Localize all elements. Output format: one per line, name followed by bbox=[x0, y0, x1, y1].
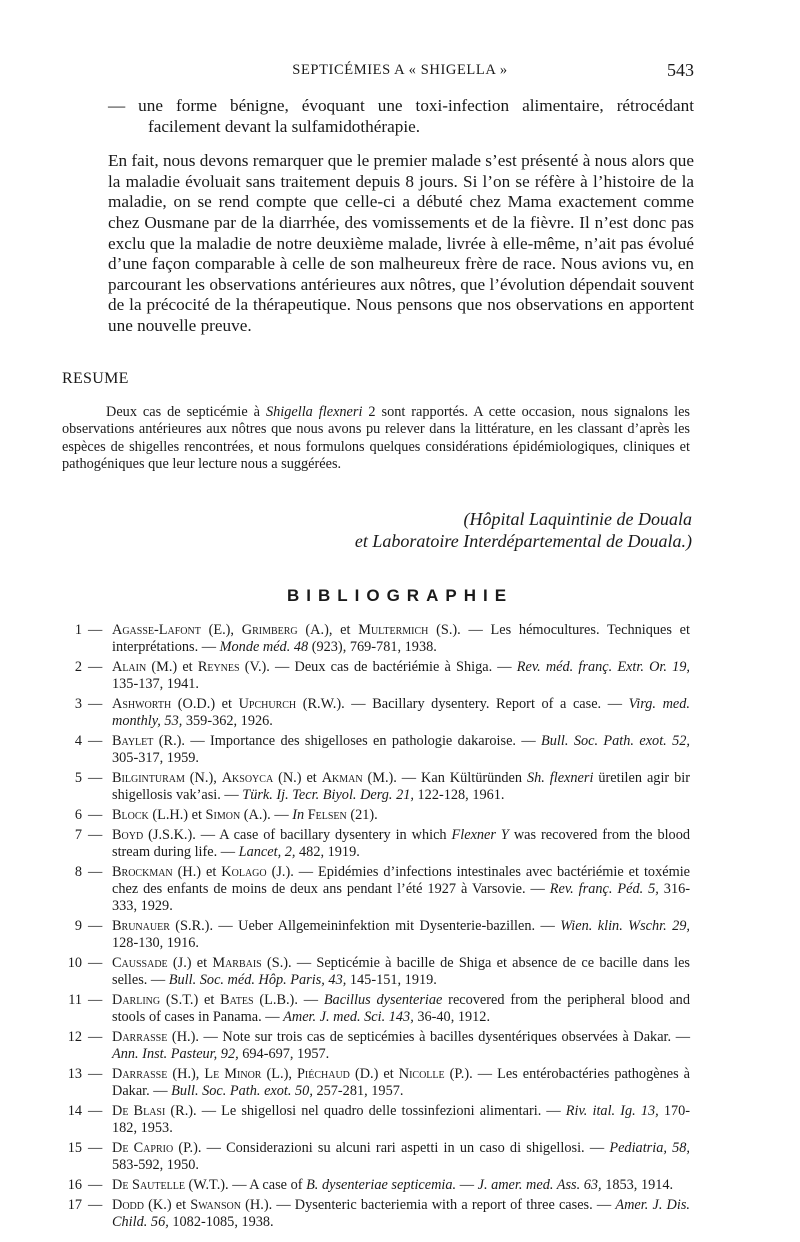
author-name: Darrasse bbox=[112, 1029, 168, 1045]
resume-text-start: Deux cas de septicémie à bbox=[106, 404, 266, 420]
citation-text: (R.W.). — Bacillary dysentery. Report of a case. — bbox=[296, 696, 629, 712]
citation-text: (M.). — Kan Kültüründen bbox=[362, 770, 527, 786]
author-name: Ashworth bbox=[112, 696, 172, 712]
citation-text: (923), 769-781, 1938. bbox=[308, 639, 437, 656]
author-name: Bates bbox=[220, 992, 254, 1008]
author-name: Marbais bbox=[212, 955, 262, 971]
page-number: 543 bbox=[667, 60, 694, 80]
citation-italic: Sh. flexneri bbox=[526, 770, 594, 786]
citation-text: (A.), et bbox=[297, 622, 359, 638]
author-name: Darling bbox=[112, 992, 161, 1008]
reference-item bbox=[60, 1029, 690, 1063]
reference-text bbox=[112, 955, 690, 988]
author-name: Piéchaud bbox=[296, 1066, 350, 1082]
reference-text bbox=[112, 918, 690, 951]
citation-text: (A.). — bbox=[240, 807, 293, 823]
reference-item bbox=[60, 622, 690, 656]
reference-dash: — bbox=[88, 733, 103, 749]
reference-dash: — bbox=[88, 826, 103, 843]
reference-text bbox=[112, 733, 690, 766]
citation-text: was recovered from the blood stream during life. — bbox=[112, 826, 691, 860]
citation-text: (R.). — Importance des shigelloses en pathologie dakaroise. — bbox=[153, 733, 542, 749]
citation-text: 482, 1919. bbox=[295, 844, 360, 860]
reference-number: 14 bbox=[67, 1103, 82, 1119]
resume-text bbox=[62, 404, 690, 474]
citation-text: (H.). — Note sur trois cas de septicémies à bacilles dysentériques observées à Dakar. — bbox=[167, 1029, 690, 1045]
reference-number: 11 bbox=[68, 992, 82, 1008]
author-name: Le Minor bbox=[204, 1066, 262, 1082]
reference-number: 5 bbox=[74, 770, 82, 786]
citation-italic: Lancet, 2, bbox=[238, 844, 296, 860]
citation-italic: Monde méd. 48 bbox=[219, 639, 309, 656]
author-name: Block bbox=[112, 807, 149, 823]
reference-number: 6 bbox=[74, 807, 82, 823]
citation-text: üretilen agir bir shigellosis vak’asi. — bbox=[112, 770, 690, 804]
citation-text: (S.). — Septicémie à bacille de Shiga et absence de ce bacille dans les selles. — bbox=[112, 955, 690, 989]
citation-text: (H.), bbox=[167, 1066, 205, 1082]
author-name: Upchurch bbox=[238, 696, 297, 712]
reference-number: 2 bbox=[74, 659, 82, 675]
citation-text: (W.T.). — A case of bbox=[184, 1177, 307, 1193]
author-name: Akman bbox=[321, 770, 363, 786]
citation-text: 122-128, 1961. bbox=[413, 787, 505, 804]
citation-text: (R.). — Le shigellosi nel quadro delle tossinfezioni alimentari. — bbox=[165, 1103, 566, 1119]
citation-text: (H.) et bbox=[172, 863, 222, 880]
citation-italic: Wien. klin. Wschr. 29, bbox=[560, 918, 690, 934]
citation-italic: Riv. ital. Ig. 13, bbox=[565, 1103, 659, 1119]
reference-dash: — bbox=[88, 1066, 103, 1082]
reference-number: 9 bbox=[74, 918, 82, 934]
citation-italic: J. amer. med. Ass. 63, bbox=[477, 1177, 602, 1193]
citation-text: (J.) et bbox=[167, 955, 213, 971]
paragraph-discussion: En fait, nous devons remarquer que le premier malade s’est présenté à nous alors que la maladie évoluait sans traitement depuis 8 jours. Si l’on se réfère à l’histoire de la maladie, on se rend compte que celle-ci a débuté chez Mama exactement comme chez Ousmane par de la diarrhée, des vomissements et de la fièvre. Il n’est donc pas exclu que la maladie de notre deuxième malade, livrée à elle-même, n’ait pas évolué d’une façon comparable à celle de son malheureux frère de race. Nous avions vu, en parcourant les observations antérieures aux nôtres, que l’évolution dépendait souvent de la précocité de la thérapeutique. Nous pensons que nos observations en apportent une nouvelle preuve. bbox=[108, 151, 694, 335]
author-name: De Sautelle bbox=[112, 1177, 185, 1193]
reference-text bbox=[112, 622, 690, 655]
citation-text: (D.) et bbox=[349, 1066, 399, 1082]
citation-text: 128-130, 1916. bbox=[112, 935, 199, 952]
author-name: Reynes bbox=[197, 659, 240, 675]
author-name: Simon bbox=[205, 807, 241, 823]
paragraph-evolution-form: — une forme bénigne, évoquant une toxi-infection alimentaire, rétrocédant facilement devant la sulfamidothérapie. bbox=[108, 96, 694, 136]
citation-text: (J.). — Epidémies d’infections intestinales avec bactériémie et toxémie chez des enfants de moins de deux ans pendant l’été 1927 à Varsovie. — bbox=[112, 863, 691, 897]
citation-text: (E.), bbox=[200, 622, 242, 638]
reference-dash: — bbox=[88, 1140, 103, 1156]
author-name: Multermich bbox=[358, 622, 429, 638]
reference-number: 17 bbox=[67, 1196, 82, 1213]
body-text bbox=[108, 96, 694, 337]
citation-italic: Rev. franç. Péd. 5, bbox=[549, 881, 659, 897]
reference-item bbox=[60, 1103, 690, 1137]
author-name: Boyd bbox=[112, 826, 144, 843]
citation-italic: Bacillus dysenteriae bbox=[323, 992, 443, 1008]
citation-italic: In bbox=[292, 807, 305, 823]
author-name: Swanson bbox=[190, 1196, 241, 1213]
citation-text: — bbox=[456, 1177, 478, 1193]
reference-item bbox=[60, 1197, 690, 1231]
reference-item bbox=[60, 918, 690, 952]
reference-text bbox=[112, 807, 378, 823]
reference-number: 3 bbox=[74, 696, 82, 712]
citation-italic: Amer. J. Dis. Child. 56, bbox=[112, 1196, 690, 1230]
reference-number: 13 bbox=[67, 1066, 82, 1082]
reference-dash: — bbox=[88, 770, 103, 786]
citation-text: (S.R.). — Ueber Allgemeininfektion mit Dysenterie-bazillen. — bbox=[169, 918, 561, 934]
citation-text: (H.). — Dysenteric bacteriemia with a report of three cases. — bbox=[240, 1196, 616, 1213]
citation-text: 694-697, 1957. bbox=[238, 1046, 330, 1063]
author-name: Darrasse bbox=[112, 1066, 168, 1082]
reference-number: 10 bbox=[67, 955, 82, 971]
reference-text bbox=[112, 1103, 690, 1136]
reference-text bbox=[112, 1029, 690, 1062]
citation-text: 135-137, 1941. bbox=[112, 676, 199, 693]
citation-italic: Bull. Soc. Path. exot. 52, bbox=[541, 733, 690, 749]
citation-text: 36-40, 1912. bbox=[413, 1009, 491, 1026]
reference-item bbox=[60, 807, 690, 824]
citation-text: (O.D.) et bbox=[171, 696, 239, 712]
reference-number: 16 bbox=[67, 1177, 82, 1193]
citation-text: (P.). — Considerazioni su alcuni rari aspetti in un caso di shigellosi. — bbox=[173, 1140, 610, 1156]
reference-item bbox=[60, 733, 690, 767]
author-name: Kolago bbox=[221, 863, 267, 880]
reference-item bbox=[60, 992, 690, 1026]
bibliography-heading: BIBLIOGRAPHIE bbox=[286, 586, 514, 605]
reference-dash: — bbox=[88, 918, 103, 934]
citation-italic: Pediatria, 58, bbox=[609, 1140, 690, 1156]
running-header bbox=[0, 60, 800, 84]
resume-text-end: 2 sont rapportés. A cette occasion, nous signalons les observations antérieures aux nôtres que nous avons pu relever dans la littérature, en les classant d’après les espèces de shigelles rencontrées, et nous formulons quelques considérations épidémiologiques, cliniques et pathogéniques que leur lecture nous a suggérées. bbox=[62, 404, 690, 473]
reference-number: 4 bbox=[74, 733, 82, 749]
citation-text: (S.). — Les hémocultures. Techniques et interprétations. — bbox=[112, 622, 690, 656]
reference-item bbox=[60, 955, 690, 989]
resume-text-species: Shigella flexneri bbox=[265, 404, 363, 420]
reference-dash: — bbox=[88, 1029, 103, 1045]
reference-text bbox=[112, 992, 690, 1025]
reference-item bbox=[60, 659, 690, 693]
reference-dash: — bbox=[88, 992, 103, 1008]
citation-italic: Amer. J. med. Sci. 143, bbox=[283, 1009, 414, 1026]
citation-text: 583-592, 1950. bbox=[112, 1157, 199, 1174]
reference-dash: — bbox=[88, 1103, 103, 1119]
resume-heading: RESUME bbox=[62, 370, 129, 387]
reference-dash: — bbox=[88, 1196, 103, 1213]
citation-text: (S.T.) et bbox=[160, 992, 221, 1008]
reference-dash: — bbox=[88, 696, 103, 712]
reference-number: 1 bbox=[74, 622, 82, 638]
author-name: Nicolle bbox=[398, 1066, 445, 1082]
reference-number: 7 bbox=[74, 826, 82, 843]
reference-text bbox=[112, 827, 690, 860]
reference-item bbox=[60, 827, 690, 861]
reference-item bbox=[60, 1140, 690, 1174]
reference-dash: — bbox=[88, 863, 103, 880]
reference-text bbox=[112, 696, 690, 729]
reference-text bbox=[112, 1066, 690, 1099]
reference-text bbox=[112, 1177, 673, 1193]
citation-italic: Virg. med. monthly, 53, bbox=[112, 696, 690, 730]
citation-text: 1082-1085, 1938. bbox=[168, 1214, 274, 1230]
citation-text: (L.B.). — bbox=[253, 992, 324, 1008]
author-name: Brunauer bbox=[112, 918, 170, 934]
citation-text: (J.S.K.). — A case of bacillary dysentery in which bbox=[143, 826, 452, 843]
reference-number: 12 bbox=[67, 1029, 82, 1045]
author-name: Bilginturam bbox=[112, 770, 185, 786]
author-name: De Caprio bbox=[112, 1140, 174, 1156]
affiliation-line-2: et Laboratoire Interdépartemental de Douala.) bbox=[354, 531, 692, 551]
reference-number: 8 bbox=[74, 863, 82, 880]
reference-text bbox=[112, 659, 690, 692]
author-name: Baylet bbox=[112, 733, 154, 749]
reference-list bbox=[60, 622, 690, 1234]
reference-dash: — bbox=[88, 622, 103, 638]
citation-text: 1853, 1914. bbox=[601, 1177, 674, 1193]
citation-italic: Türk. Ij. Tecr. Biyol. Derg. 21, bbox=[242, 787, 414, 804]
author-name: Agasse-Lafont bbox=[112, 622, 201, 638]
citation-text: 145-151, 1919. bbox=[346, 972, 437, 989]
reference-dash: — bbox=[88, 659, 103, 675]
reference-number: 15 bbox=[67, 1140, 82, 1156]
citation-text: (N.) et bbox=[273, 770, 322, 786]
citation-text: 170-182, 1953. bbox=[112, 1103, 691, 1137]
author-name: Brockman bbox=[112, 863, 173, 880]
reference-item bbox=[60, 1177, 690, 1194]
author-name: Felsen bbox=[307, 807, 347, 823]
author-name: Alain bbox=[112, 659, 147, 675]
reference-item bbox=[60, 770, 690, 804]
citation-text: recovered from the peripheral blood and stools of cases in Panama. — bbox=[112, 992, 690, 1026]
reference-item bbox=[60, 864, 690, 916]
citation-italic: Bull. Soc. méd. Hôp. Paris, 43, bbox=[168, 972, 347, 989]
author-name: Grimberg bbox=[241, 622, 298, 638]
author-name: Caussade bbox=[112, 955, 168, 971]
citation-text: (M.) et bbox=[146, 659, 198, 675]
author-name: De Blasi bbox=[112, 1103, 166, 1119]
author-name: Aksoyca bbox=[221, 770, 274, 786]
citation-text: 257-281, 1957. bbox=[312, 1083, 404, 1100]
reference-text bbox=[112, 1197, 690, 1230]
reference-item bbox=[60, 1066, 690, 1100]
reference-text bbox=[112, 1140, 690, 1173]
citation-italic: Rev. méd. franç. Extr. Or. 19, bbox=[516, 659, 690, 675]
reference-dash: — bbox=[88, 1177, 103, 1193]
citation-text: (L.), bbox=[261, 1066, 297, 1082]
citation-text: (P.). — Les entérobactéries pathogènes à Dakar. — bbox=[112, 1066, 691, 1100]
citation-text: (V.). — Deux cas de bactériémie à Shiga. — bbox=[239, 659, 517, 675]
reference-item bbox=[60, 696, 690, 730]
reference-dash: — bbox=[88, 955, 103, 971]
citation-italic: Bull. Soc. Path. exot. 50, bbox=[171, 1083, 313, 1100]
citation-italic: B. dysenteriae septicemia. bbox=[306, 1177, 457, 1193]
citation-italic: Flexner Y bbox=[451, 826, 509, 843]
citation-text: (K.) et bbox=[144, 1196, 191, 1213]
affiliation-line-1: (Hôpital Laquintinie de Douala bbox=[463, 509, 692, 529]
reference-text bbox=[112, 864, 690, 914]
citation-text: (21). bbox=[346, 807, 378, 823]
citation-text: (N.), bbox=[184, 770, 222, 786]
citation-text: 316-333, 1929. bbox=[112, 881, 691, 915]
running-title: SEPTICÉMIES A « SHIGELLA » bbox=[292, 62, 508, 78]
citation-text: 305-317, 1959. bbox=[112, 750, 199, 767]
citation-italic: Ann. Inst. Pasteur, 92, bbox=[112, 1046, 239, 1063]
citation-text: 359-362, 1926. bbox=[182, 713, 273, 730]
author-name: Dodd bbox=[112, 1196, 144, 1213]
reference-text bbox=[112, 770, 690, 803]
citation-text: (L.H.) et bbox=[148, 807, 206, 823]
affiliation bbox=[355, 508, 692, 552]
reference-dash: — bbox=[88, 807, 103, 823]
